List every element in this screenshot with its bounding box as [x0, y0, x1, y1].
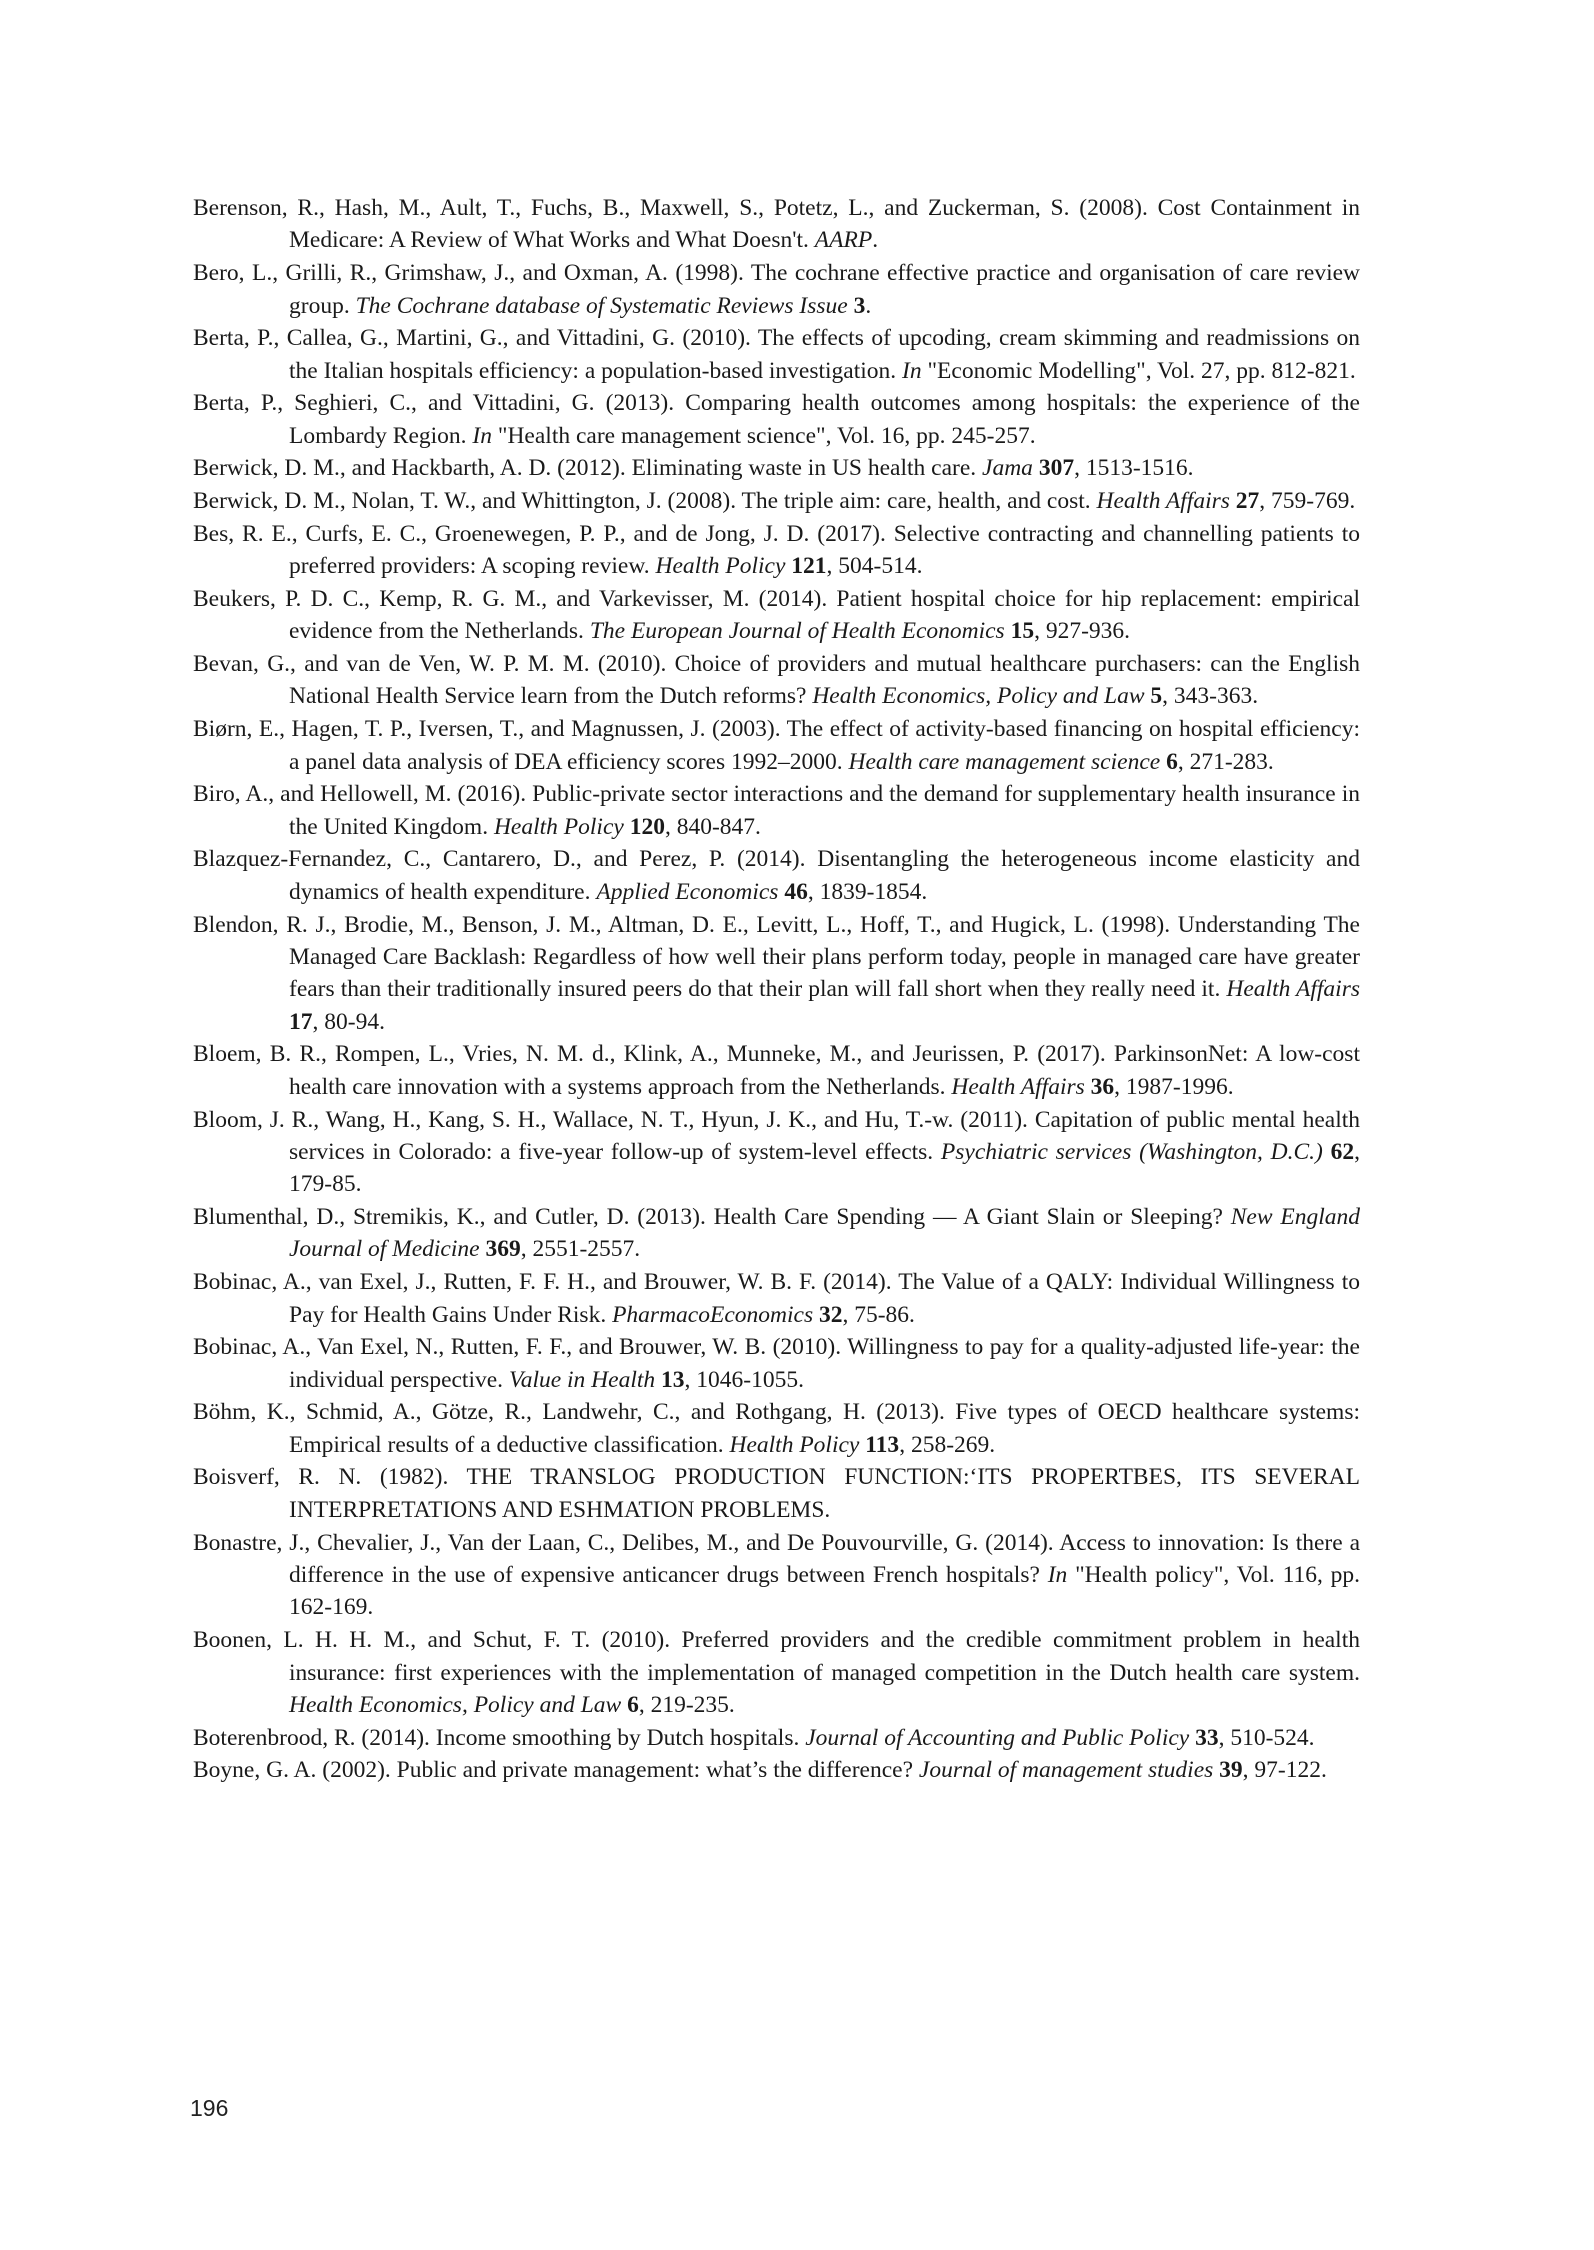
reference-volume: 62 [1330, 1138, 1355, 1165]
reference-volume: 15 [1010, 618, 1035, 645]
reference-journal: Jama [982, 455, 1033, 482]
reference-volume: 6 [1166, 748, 1178, 775]
reference-journal: Health Policy [729, 1431, 860, 1458]
reference-pages: "Health care management science", Vol. 16, pp. 245-257. [491, 422, 1036, 449]
reference-text: Berenson, R., Hash, M., Ault, T., Fuchs, B., Maxwell, S., Potetz, L., and Zuckerman, S. (2008). Cost Containment in Medicare: A Review of What Works and What Doesn't. [193, 195, 1360, 254]
reference-pages: , 343-363. [1162, 683, 1259, 710]
reference-journal: New England Journal of Medicine [289, 1204, 1360, 1263]
reference-pages: , 271-283. [1177, 748, 1274, 775]
reference-journal: Applied Economics [596, 878, 779, 905]
reference-journal: Health Economics, Policy and Law [812, 683, 1145, 710]
reference-entry [193, 1527, 1360, 1624]
reference-text: Bloom, J. R., Wang, H., Kang, S. H., Wallace, N. T., Hyun, J. K., and Hu, T.-w. (2011). Capitation of public mental health services in Colorado: a five-year follow-up of system-level effects. [193, 1106, 1360, 1165]
reference-entry [193, 778, 1360, 843]
reference-text: Blumenthal, D., Stremikis, K., and Cutler, D. (2013). Health Care Spending — A Giant Slain or Sleeping? [193, 1204, 1231, 1231]
reference-volume: 369 [485, 1236, 521, 1263]
reference-journal: Health Economics, Policy and Law [289, 1691, 622, 1718]
reference-text: Blendon, R. J., Brodie, M., Benson, J. M., Altman, D. E., Levitt, L., Hoff, T., and Hugick, L. (1998). Understanding The Managed Care Backlash: Regardless of how well their plans perform today, people in managed care have greater fears than their traditionally insured peers do that their plan will fall short when they really need it. [193, 911, 1360, 1003]
reference-volume: 6 [627, 1691, 639, 1718]
reference-entry [193, 1754, 1360, 1786]
reference-entry [193, 1104, 1360, 1201]
reference-in: In [1047, 1562, 1068, 1588]
reference-pages: "Health policy", Vol. 116, pp. 162-169. [289, 1562, 1360, 1621]
reference-volume: 13 [661, 1366, 685, 1393]
reference-pages: , 927-936. [1034, 618, 1131, 645]
reference-journal: Journal of Accounting and Public Policy [805, 1724, 1190, 1751]
reference-entry [193, 909, 1360, 1039]
reference-entry [193, 713, 1360, 778]
reference-journal: Value in Health [508, 1366, 656, 1393]
reference-entry [193, 322, 1360, 387]
reference-pages: , 2551-2557. [520, 1236, 641, 1263]
reference-journal: The Cochrane database of Systematic Reviews Issue [355, 292, 848, 319]
reference-pages: , 97-122. [1242, 1757, 1327, 1784]
reference-volume: 32 [818, 1301, 843, 1328]
page-number: 196 [190, 2095, 229, 2121]
reference-text: Biro, A., and Hellowell, M. (2016). Public-private sector interactions and the demand for supplementary health insurance in the United Kingdom. [193, 781, 1360, 840]
reference-volume: 5 [1150, 683, 1163, 710]
reference-journal: The European Journal of Health Economics [589, 618, 1005, 645]
reference-entry [193, 1201, 1360, 1266]
reference-pages: , 759-769. [1259, 488, 1356, 515]
reference-entry [193, 1331, 1360, 1396]
reference-volume: 39 [1219, 1757, 1243, 1784]
reference-entry [193, 257, 1360, 322]
reference-volume: 33 [1195, 1724, 1219, 1751]
reference-pages: "Economic Modelling", Vol. 27, pp. 812-821. [921, 357, 1356, 384]
reference-in: In [472, 422, 492, 449]
reference-text: Berta, P., Callea, G., Martini, G., and Vittadini, G. (2010). The effects of upcoding, cream skimming and readmissions on the Italian hospitals efficiency: a population-based investigation. [193, 325, 1360, 384]
reference-pages: . [872, 227, 879, 254]
reference-volume: 113 [865, 1431, 900, 1458]
reference-volume: 27 [1235, 488, 1260, 515]
reference-text: Boyne, G. A. (2002). Public and private management: what’s the difference? [193, 1757, 919, 1784]
reference-volume: 121 [791, 553, 827, 580]
reference-text: Boisverf, R. N. (1982). THE TRANSLOG PRODUCTION FUNCTION:‘ITS PROPERTBES, ITS SEVERAL INTERPRETATIONS AND ESHMATION PROBLEMS. [193, 1464, 1360, 1523]
reference-entry [193, 387, 1360, 452]
reference-text: Boonen, L. H. H. M., and Schut, F. T. (2010). Preferred providers and the credible commitment problem in health insurance: first experiences with the implementation of managed competition in the Dutch health care system. [193, 1627, 1360, 1686]
reference-volume: 120 [629, 813, 665, 840]
reference-list [193, 192, 1360, 1787]
reference-text: Bloem, B. R., Rompen, L., Vries, N. M. d., Klink, A., Munneke, M., and Jeurissen, P. (2017). ParkinsonNet: A low-cost health care innovation with a systems approach from the Netherlands. [193, 1041, 1360, 1100]
reference-entry [193, 1396, 1360, 1461]
reference-volume: 46 [784, 878, 808, 905]
reference-pages: , 258-269. [899, 1431, 996, 1458]
reference-pages: , 75-86. [842, 1301, 915, 1328]
reference-volume: 307 [1038, 455, 1075, 482]
reference-pages: , 219-235. [638, 1691, 735, 1718]
reference-text: Boterenbrood, R. (2014). Income smoothing by Dutch hospitals. [193, 1724, 806, 1751]
reference-text: Berwick, D. M., Nolan, T. W., and Whittington, J. (2008). The triple aim: care, health, and cost. [193, 488, 1097, 515]
reference-journal: Health Policy [655, 553, 786, 580]
reference-pages: , 1839-1854. [807, 878, 928, 905]
reference-text: Bonastre, J., Chevalier, J., Van der Laan, C., Delibes, M., and De Pouvourville, G. (2014). Access to innovation: Is there a difference in the use of expensive anticancer drugs between French hospitals? [193, 1529, 1360, 1588]
reference-pages: , 1987-1996. [1114, 1073, 1234, 1100]
reference-journal: Health Policy [493, 813, 624, 840]
reference-volume: 36 [1090, 1073, 1115, 1100]
reference-entry [193, 485, 1360, 517]
reference-journal: Health care management science [848, 748, 1161, 775]
reference-entry [193, 452, 1360, 484]
reference-text: Berwick, D. M., and Hackbarth, A. D. (2012). Eliminating waste in US health care. [193, 455, 983, 482]
reference-entry [193, 192, 1360, 257]
reference-pages: . [865, 292, 872, 319]
reference-pages: , 1046-1055. [684, 1366, 804, 1393]
reference-entry [193, 1038, 1360, 1103]
reference-journal: Health Affairs [1226, 976, 1360, 1003]
reference-text: Bes, R. E., Curfs, E. C., Groenewegen, P. P., and de Jong, J. D. (2017). Selective contracting and channelling patients to preferred providers: A scoping review. [193, 520, 1360, 580]
reference-journal: Health Affairs [1096, 488, 1230, 515]
reference-journal: Psychiatric services (Washington, D.C.) [940, 1138, 1323, 1165]
reference-text: Böhm, K., Schmid, A., Götze, R., Landwehr, C., and Rothgang, H. (2013). Five types of OECD healthcare systems: Empirical results of a deductive classification. [193, 1399, 1360, 1458]
reference-pages: , 1513-1516. [1074, 455, 1194, 482]
reference-entry [193, 648, 1360, 713]
reference-entry [193, 1722, 1360, 1754]
reference-volume: 17 [289, 1008, 313, 1035]
reference-text: Bobinac, A., van Exel, J., Rutten, F. F. H., and Brouwer, W. B. F. (2014). The Value of a QALY: Individual Willingness to Pay for Health Gains Under Risk. [193, 1269, 1360, 1328]
reference-text: Blazquez-Fernandez, C., Cantarero, D., and Perez, P. (2014). Disentangling the heterogeneous income elasticity and dynamics of health expenditure. [193, 846, 1360, 905]
reference-entry [193, 1624, 1360, 1721]
reference-text: Berta, P., Seghieri, C., and Vittadini, G. (2013). Comparing health outcomes among hospitals: the experience of the Lombardy Region. [193, 390, 1360, 449]
reference-journal: Health Affairs [951, 1073, 1085, 1100]
reference-pages: , 510-524. [1218, 1724, 1315, 1751]
reference-entry [193, 518, 1360, 583]
reference-text: Bevan, G., and van de Ven, W. P. M. M. (2010). Choice of providers and mutual healthcare purchasers: can the English National Health Service learn from the Dutch reforms? [193, 651, 1360, 710]
reference-in: In [902, 357, 922, 384]
reference-text: Beukers, P. D. C., Kemp, R. G. M., and Varkevisser, M. (2014). Patient hospital choice for hip replacement: empirical evidence from the Netherlands. [193, 585, 1360, 645]
reference-entry [193, 1266, 1360, 1331]
reference-entry [193, 1461, 1360, 1526]
reference-journal: Journal of management studies [918, 1757, 1214, 1784]
reference-pages: , 504-514. [826, 553, 923, 580]
reference-journal: PharmacoEconomics [612, 1301, 814, 1328]
reference-pages: , 179-85. [289, 1138, 1361, 1198]
reference-text: Biørn, E., Hagen, T. P., Iversen, T., and Magnussen, J. (2003). The effect of activity-based financing on hospital efficiency: a panel data analysis of DEA efficiency scores 1992–2000. [193, 716, 1360, 775]
reference-pages: , 840-847. [664, 813, 761, 840]
reference-pages: , 80-94. [312, 1008, 385, 1035]
reference-journal: AARP [814, 227, 873, 254]
reference-volume: 3 [853, 292, 866, 319]
reference-text: Bobinac, A., Van Exel, N., Rutten, F. F., and Brouwer, W. B. (2010). Willingness to pay for a quality-adjusted life-year: the individual perspective. [193, 1334, 1360, 1393]
reference-entry [193, 843, 1360, 908]
reference-entry [193, 583, 1360, 648]
reference-text: Bero, L., Grilli, R., Grimshaw, J., and Oxman, A. (1998). The cochrane effective practice and organisation of care review group. [193, 260, 1360, 319]
